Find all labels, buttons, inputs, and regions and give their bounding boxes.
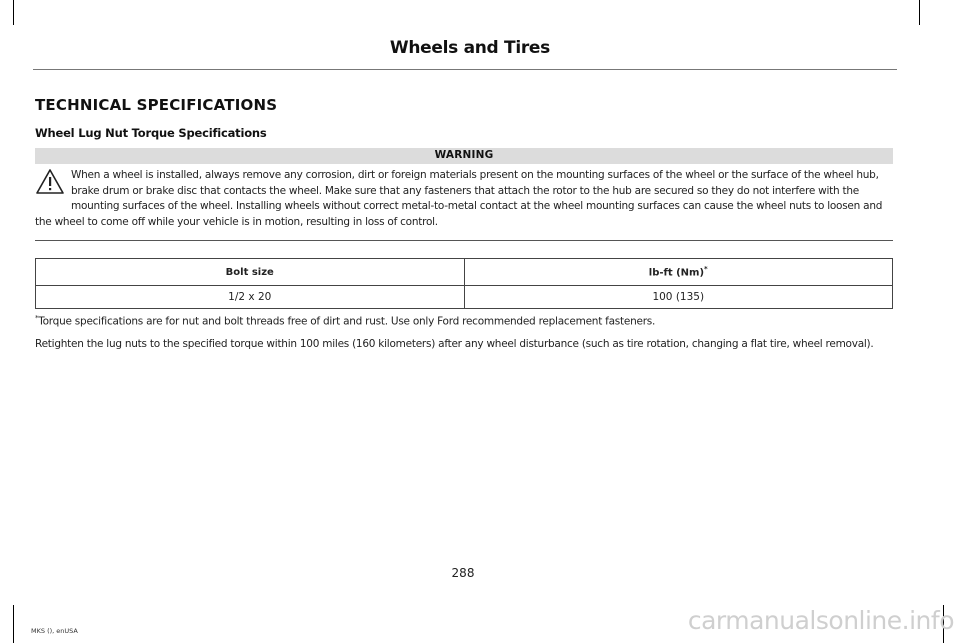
page-header-title: Wheels and Tires bbox=[389, 38, 550, 58]
torque-spec-table bbox=[35, 258, 893, 309]
crop-mark-top-right bbox=[919, 0, 920, 25]
header-divider bbox=[33, 69, 897, 70]
warning-banner bbox=[35, 148, 893, 164]
footnote-marker: * bbox=[35, 314, 39, 322]
footnote-text: Torque specifications are for nut and bolt threads free of dirt and rust. Use only Ford recommended replacement fasteners. bbox=[38, 315, 656, 328]
warning-text-block bbox=[35, 168, 895, 230]
table-row bbox=[36, 286, 893, 309]
section-title: TECHNICAL SPECIFICATIONS bbox=[35, 96, 278, 114]
warning-label: WARNING bbox=[434, 149, 494, 161]
footer-edition: MKS (), enUSA bbox=[31, 627, 78, 635]
table-header-torque: lb-ft (Nm)* bbox=[464, 259, 893, 286]
table-header-bolt-size: Bolt size bbox=[36, 259, 465, 286]
table-header-superscript: * bbox=[704, 265, 708, 274]
crop-mark-bottom-left bbox=[13, 605, 14, 643]
table-cell-bolt-size: 1/2 x 20 bbox=[36, 286, 465, 309]
page-number: 288 bbox=[451, 566, 475, 580]
table-header-row bbox=[36, 259, 893, 286]
retighten-paragraph: Retighten the lug nuts to the specified torque within 100 miles (160 kilometers) after any wheel disturbance (such as tire rotation, changing a flat tire, wheel removal). bbox=[35, 338, 874, 350]
subsection-title: Wheel Lug Nut Torque Specifications bbox=[35, 126, 267, 140]
footnote bbox=[35, 314, 895, 328]
watermark: carmanualsonline.info bbox=[687, 606, 954, 635]
crop-mark-top-left bbox=[13, 0, 14, 25]
table-cell-torque: 100 (135) bbox=[464, 286, 893, 309]
warning-text: When a wheel is installed, always remove any corrosion, dirt or foreign materials present on the mounting surfaces of the wheel or the surface of the wheel hub, brake drum or brake disc that contacts the wheel. Make sure that any fasteners that attach the rotor to the hub are secured so they do not interfere with the mounting surfaces of the wheel. Installing wheels without correct metal-to-metal contact at the wheel mounting surfaces can cause the wheel nuts to loosen and the wheel to come off while your vehicle is in motion, resulting in loss of control. bbox=[35, 169, 883, 228]
warning-divider bbox=[35, 240, 893, 241]
